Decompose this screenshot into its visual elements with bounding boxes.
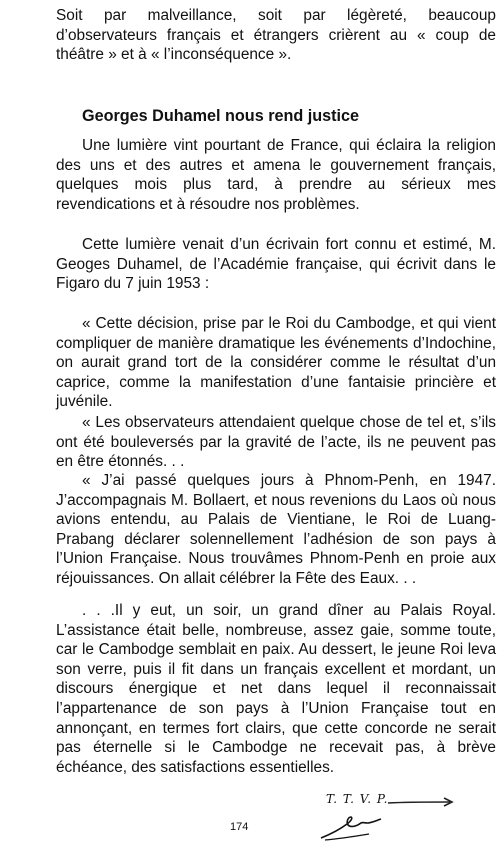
paragraph-duhamel-source: Cette lumière venait d’un écrivain fort connu et estimé, M. Geoges Duhamel, de l’Académie française, qui écrivit dans le Figaro du 7 juin 1953 : [56, 236, 496, 293]
quote-paragraph-diner: . . .Il y eut, un soir, un grand dîner au Palais Royal. L’assistance était belle, nombreuse, assez gaie, somme toute, car le Cambodge semblait en paix. Au dessert, le jeune Roi leva son verre, puis il fit dans un français excellent et mordant, un discours énergique et net dans lequel il reconnaissait l’appartenance de son pays à l’Union Française tout en annonçant, en termes fort clairs, que cette concorde ne serait pas éternelle si le Cambodge ne recevait pas, à brève échéance, des satisfactions essentielles. [56, 602, 496, 776]
quote-paragraph-phnom-penh: « J’ai passé quelques jours à Phnom-Penh, en 1947. J’accompagnais M. Bollaert, et nous revenions du Laos où nous avions entendu, au Palais de Vientiane, le Roi de Luang-Prabang déclarer solennellement l’adhésion de son pays à l’Union Française. Nous trouvâmes Phnom-Penh en proie aux réjouissances. On allait célébrer la Fête des Eaux. . . [56, 472, 496, 587]
page-number: 174 [230, 821, 249, 833]
quote-paragraph-observateurs: « Les observateurs attendaient quelque chose de tel et, s’ils ont été bouleversés par la gravité de l’acte, ils ne peuvent pas en être étonnés. . . [56, 414, 496, 471]
paragraph-lumiere: Une lumière vint pourtant de France, qui éclaira la religion des uns et des autres et amena le gouvernement français, quelques mois plus tard, à prendre au sérieux mes revendications et à résoudre nos problèmes. [56, 137, 496, 213]
handwritten-annotation: T. T. V. P. [326, 792, 389, 806]
section-heading: Georges Duhamel nous rend justice [82, 107, 360, 125]
arrow-right-icon [386, 795, 456, 809]
quote-paragraph-decision: « Cette décision, prise par le Roi du Cambodge, et qui vient compliquer de manière dramatique les événements d’Indochine, on aurait grand tort de la considérer comme le résultat d’un caprice, comme la manifestation d’une fantaisie princière et juvénile. [56, 315, 496, 411]
handwritten-signature-icon [317, 808, 387, 844]
paragraph-intro: Soit par malveillance, soit par légèreté, beaucoup d’observateurs français et étrangers crièrent au « coup de théâtre » et à « l’inconséquence ». [56, 7, 496, 64]
